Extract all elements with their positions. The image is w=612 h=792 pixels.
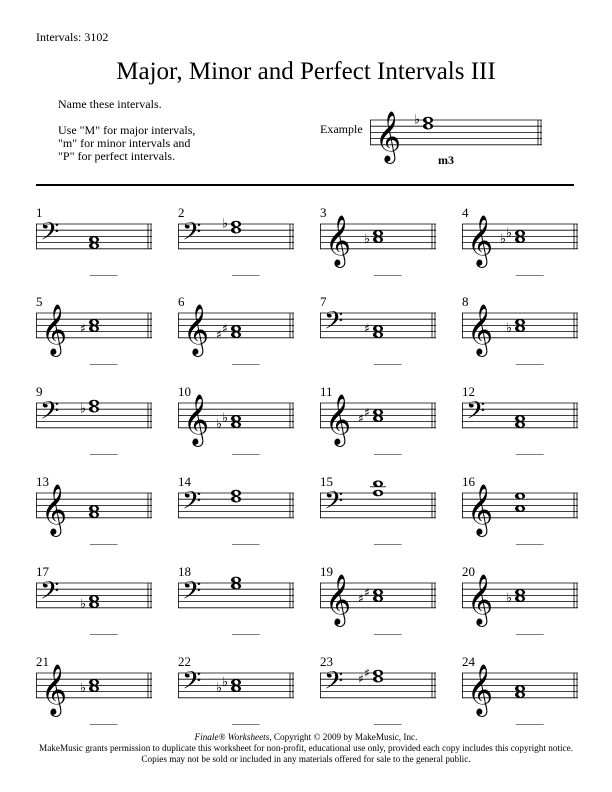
- whole-note: [515, 230, 525, 237]
- flat-icon: ♭: [221, 411, 229, 426]
- treble-clef-icon: 𝄞: [467, 663, 494, 715]
- instruction-line: "P" for perfect intervals.: [58, 149, 176, 163]
- answer-blank[interactable]: _____: [516, 534, 544, 546]
- treble-clef-icon: 𝄞: [325, 214, 352, 266]
- exercise-staff: [178, 387, 294, 443]
- section-divider: [36, 184, 574, 186]
- whole-note: [89, 511, 99, 518]
- footer-line: [0, 732, 612, 743]
- page-title: Major, Minor and Perfect Intervals III: [116, 58, 496, 85]
- whole-note: [231, 490, 241, 497]
- whole-note: [89, 406, 99, 413]
- flat-icon: ♭: [221, 216, 229, 232]
- answer-blank[interactable]: _____: [90, 265, 118, 277]
- exercise-number: 4: [462, 205, 469, 220]
- exercise-staff: [462, 208, 578, 264]
- footer-line: MakeMusic grants permission to duplicate this worksheet for non-profit, educational use only, provided each copy includes this copyright notice.: [39, 743, 573, 753]
- exercise-number: 11: [320, 384, 333, 399]
- whole-note: [515, 236, 525, 243]
- bass-clef-icon: 𝄢: [324, 486, 344, 522]
- treble-clef-icon: 𝄞: [375, 110, 402, 162]
- whole-note: [231, 685, 241, 692]
- exercise-number: 3: [320, 205, 327, 220]
- footer-copyright: , Copyright © 2009 by MakeMusic, Inc.: [269, 732, 418, 742]
- exercise-number: 18: [178, 564, 191, 579]
- whole-note: [373, 676, 383, 683]
- sharp-icon: ♯: [364, 585, 370, 600]
- exercise-staff: [178, 567, 294, 623]
- exercise-number: 19: [320, 564, 333, 579]
- treble-clef-icon: 𝄞: [183, 393, 210, 445]
- whole-note: [373, 670, 383, 677]
- exercise-staff: [36, 387, 152, 443]
- answer-blank[interactable]: _____: [374, 354, 402, 366]
- copyright-footer: [0, 732, 612, 765]
- whole-note: [231, 221, 241, 228]
- answer-blank[interactable]: _____: [232, 624, 260, 636]
- instruction-text: Name these intervals.: [58, 97, 162, 111]
- bass-clef-icon: 𝄢: [40, 217, 60, 253]
- answer-blank[interactable]: _____: [232, 534, 260, 546]
- answer-blank[interactable]: _____: [374, 534, 402, 546]
- treble-clef-icon: 𝄞: [467, 214, 494, 266]
- whole-note: [89, 601, 99, 608]
- flat-icon: ♭: [363, 232, 371, 247]
- whole-note: [89, 236, 99, 243]
- exercise-staff: [320, 387, 436, 443]
- exercise-staff: [462, 657, 578, 713]
- exercise-staff: [178, 477, 294, 533]
- sharp-icon: ♯: [358, 591, 364, 606]
- answer-blank[interactable]: _____: [90, 534, 118, 546]
- flat-icon: ♭: [505, 591, 513, 606]
- whole-note: [89, 400, 99, 407]
- exercise-staff: [178, 208, 294, 264]
- exercise-number: 12: [462, 384, 475, 399]
- answer-blank[interactable]: _____: [90, 714, 118, 726]
- instruction-line: "m" for minor intervals and: [58, 136, 191, 150]
- whole-note: [423, 117, 433, 124]
- exercise-number: 5: [36, 294, 43, 309]
- flat-icon: ♭: [215, 681, 223, 696]
- whole-note: [373, 325, 383, 332]
- exercise-staff: [462, 567, 578, 623]
- whole-note: [373, 236, 383, 243]
- bass-clef-icon: 𝄢: [182, 486, 202, 522]
- answer-blank[interactable]: _____: [516, 444, 544, 456]
- treble-clef-icon: 𝄞: [467, 303, 494, 355]
- flat-icon: ♭: [79, 401, 87, 417]
- whole-note: [373, 480, 383, 487]
- whole-note: [373, 490, 383, 497]
- sharp-icon: ♯: [364, 405, 370, 420]
- whole-note: [515, 685, 525, 692]
- whole-note: [231, 227, 241, 234]
- whole-note: [89, 505, 99, 512]
- whole-note: [89, 325, 99, 332]
- bass-clef-icon: 𝄢: [40, 576, 60, 612]
- sharp-icon: ♯: [216, 327, 222, 342]
- sharp-icon: ♯: [358, 411, 364, 426]
- answer-blank[interactable]: _____: [232, 265, 260, 277]
- whole-note: [373, 409, 383, 416]
- sharp-icon: ♯: [358, 672, 364, 687]
- flat-icon: ♭: [413, 112, 421, 128]
- treble-clef-icon: 𝄞: [183, 303, 210, 355]
- instruction-legend: [58, 124, 195, 163]
- whole-note: [231, 421, 241, 428]
- sharp-icon: ♯: [80, 321, 86, 336]
- whole-note: [231, 496, 241, 503]
- whole-note: [515, 415, 525, 422]
- sharp-icon: ♯: [364, 321, 370, 336]
- bass-clef-icon: 𝄢: [40, 396, 60, 432]
- whole-note: [89, 319, 99, 326]
- exercise-staff: [320, 208, 436, 264]
- answer-blank[interactable]: _____: [516, 624, 544, 636]
- exercise-staff: [36, 657, 152, 713]
- footer-product-name: Finale® Worksheets: [194, 732, 270, 742]
- answer-blank[interactable]: _____: [516, 714, 544, 726]
- answer-blank[interactable]: _____: [90, 444, 118, 456]
- whole-note: [231, 325, 241, 332]
- example-label: Example: [320, 122, 363, 136]
- answer-blank[interactable]: _____: [374, 624, 402, 636]
- instruction-line: Use "M" for major intervals,: [58, 123, 196, 137]
- whole-note: [231, 577, 241, 584]
- exercise-number: 16: [462, 474, 475, 489]
- answer-blank[interactable]: _____: [374, 265, 402, 277]
- exercise-staff: [320, 477, 436, 533]
- treble-clef-icon: 𝄞: [467, 573, 494, 625]
- whole-note: [373, 595, 383, 602]
- answer-blank[interactable]: _____: [90, 624, 118, 636]
- bass-clef-icon: 𝄢: [182, 217, 202, 253]
- whole-note: [515, 493, 525, 500]
- bass-clef-icon: 𝄢: [182, 576, 202, 612]
- flat-icon: ♭: [499, 232, 507, 247]
- exercise-number: 9: [36, 384, 43, 399]
- sharp-icon: ♯: [364, 666, 370, 680]
- exercise-staff: [36, 567, 152, 623]
- whole-note: [515, 595, 525, 602]
- exercise-number: 21: [36, 654, 49, 669]
- exercise-staff: [320, 567, 436, 623]
- exercise-number: 2: [178, 205, 185, 220]
- sharp-icon: ♯: [222, 321, 228, 336]
- exercise-number: 23: [320, 654, 333, 669]
- exercise-number: 17: [36, 564, 49, 579]
- answer-blank[interactable]: _____: [232, 354, 260, 366]
- exercise-number: 8: [462, 294, 469, 309]
- worksheet-code: Intervals: 3102: [36, 30, 109, 44]
- whole-note: [231, 415, 241, 422]
- treble-clef-icon: 𝄞: [467, 483, 494, 535]
- whole-note: [89, 679, 99, 686]
- bass-clef-icon: 𝄢: [324, 306, 344, 342]
- exercise-number: 22: [178, 654, 191, 669]
- example-answer: m3: [438, 153, 454, 167]
- whole-note: [515, 319, 525, 326]
- whole-note: [373, 415, 383, 422]
- treble-clef-icon: 𝄞: [325, 393, 352, 445]
- whole-note: [373, 589, 383, 596]
- flat-icon: ♭: [505, 321, 513, 336]
- exercise-staff: [462, 297, 578, 353]
- exercise-staff: [320, 297, 436, 353]
- answer-blank[interactable]: _____: [232, 444, 260, 456]
- whole-note: [231, 583, 241, 590]
- exercise-number: 24: [462, 654, 475, 669]
- flat-icon: ♭: [79, 597, 87, 613]
- exercise-number: 15: [320, 474, 333, 489]
- whole-note: [373, 230, 383, 237]
- whole-note: [89, 685, 99, 692]
- flat-icon: ♭: [505, 225, 513, 241]
- exercise-number: 1: [36, 205, 43, 220]
- whole-note: [89, 242, 99, 249]
- answer-blank[interactable]: _____: [90, 354, 118, 366]
- answer-blank[interactable]: _____: [516, 265, 544, 277]
- exercise-number: 13: [36, 474, 49, 489]
- footer-line: Copies may not be sold or included in any materials offered for sale to the general public.: [141, 754, 471, 764]
- whole-note: [373, 331, 383, 338]
- treble-clef-icon: 𝄞: [325, 573, 352, 625]
- whole-note: [515, 505, 525, 512]
- answer-blank[interactable]: _____: [232, 714, 260, 726]
- whole-note: [89, 595, 99, 602]
- exercise-staff: [36, 208, 152, 264]
- exercise-staff: [320, 657, 436, 713]
- bass-clef-icon: 𝄢: [466, 396, 486, 432]
- whole-note: [423, 123, 433, 130]
- bass-clef-icon: 𝄢: [182, 666, 202, 702]
- treble-clef-icon: 𝄞: [41, 303, 68, 355]
- exercise-number: 10: [178, 384, 191, 399]
- exercise-number: 14: [178, 474, 191, 489]
- treble-clef-icon: 𝄞: [41, 483, 68, 535]
- treble-clef-icon: 𝄞: [41, 663, 68, 715]
- exercise-staff: [36, 297, 152, 353]
- whole-note: [231, 679, 241, 686]
- exercise-staff: [178, 297, 294, 353]
- answer-blank[interactable]: _____: [374, 444, 402, 456]
- exercise-staff: [462, 387, 578, 443]
- whole-note: [515, 421, 525, 428]
- bass-clef-icon: 𝄢: [324, 666, 344, 702]
- answer-blank[interactable]: _____: [374, 714, 402, 726]
- exercise-number: 7: [320, 294, 327, 309]
- exercise-number: 6: [178, 294, 185, 309]
- whole-note: [515, 325, 525, 332]
- whole-note: [515, 589, 525, 596]
- flat-icon: ♭: [221, 674, 229, 690]
- answer-blank[interactable]: _____: [516, 354, 544, 366]
- flat-icon: ♭: [215, 417, 223, 433]
- exercise-staff: [462, 477, 578, 533]
- exercise-number: 20: [462, 564, 475, 579]
- whole-note: [231, 331, 241, 338]
- whole-note: [515, 691, 525, 698]
- flat-icon: ♭: [79, 681, 87, 696]
- exercise-staff: [36, 477, 152, 533]
- exercise-staff: [178, 657, 294, 713]
